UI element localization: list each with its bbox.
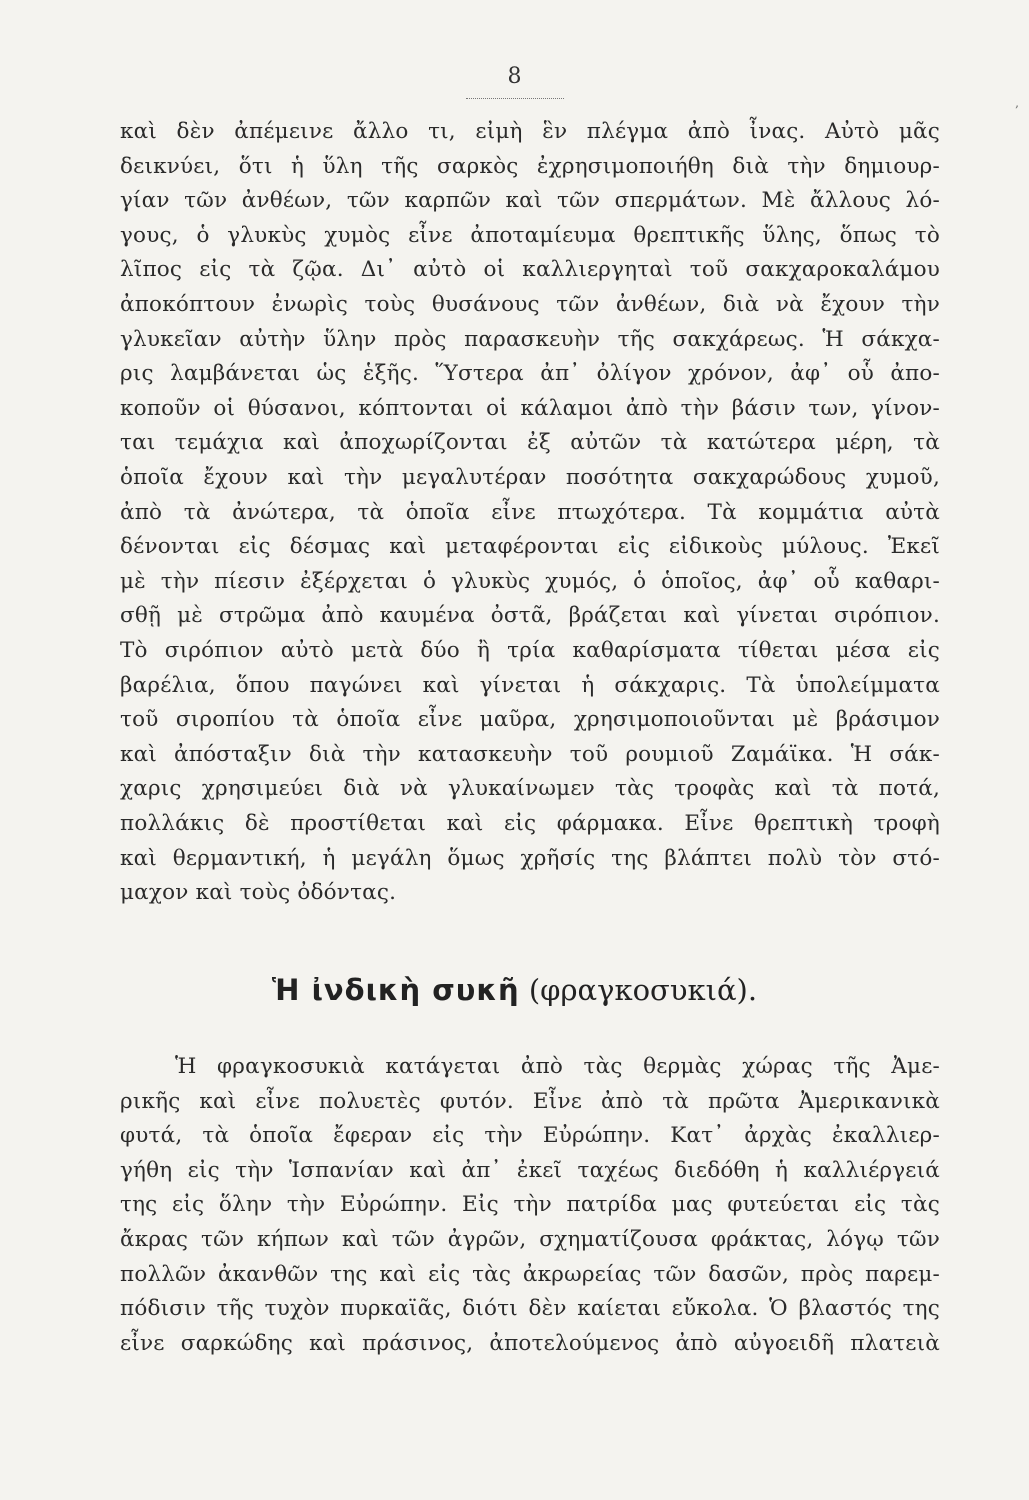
text-line: δεικνύει, ὅτι ἡ ὕλη τῆς σαρκὸς ἐχρησιμοποιήθη διὰ τὴν δημιουρ- — [120, 153, 940, 179]
page-number-rule — [466, 98, 564, 99]
text-line: καὶ θερμαντική, ἡ μεγάλη ὅμως χρῆσίς της βλάπτει πολὺ τὸν στό- — [120, 845, 940, 871]
text-line: ρικῆς καὶ εἶνε πολυετὲς φυτόν. Εἶνε ἀπὸ τὰ πρῶτα Ἀμερικανικὰ — [120, 1088, 940, 1114]
text-line: εἶνε σαρκώδης καὶ πράσινος, ἀποτελούμενος ἀπὸ αὐγοειδῆ πλατειὰ — [120, 1330, 940, 1356]
text-line: Τὸ σιρόπιον αὐτὸ μετὰ δύο ἢ τρία καθαρίσματα τίθεται μέσα εἰς — [120, 638, 940, 663]
text-line: πολλῶν ἀκανθῶν της καὶ εἰς τὰς ἀκρωρείας τῶν δασῶν, πρὸς παρεμ- — [120, 1261, 940, 1287]
margin-mark: , — [1015, 96, 1019, 110]
page-number: 8 — [507, 64, 522, 89]
text-line: λῖπος εἰς τὰ ζῷα. Δι᾿ αὐτὸ οἱ καλλιεργηταὶ τοῦ σακχαροκαλάμου — [120, 257, 940, 283]
text-line: Ἡ φραγκοσυκιὰ κατάγεται ἀπὸ τὰς θερμὰς χώρας τῆς Ἀμε- — [175, 1054, 940, 1079]
text-line: καὶ ἀπόσταξιν διὰ τὴν κατασκευὴν τοῦ ρουμιοῦ Ζαμάϊκα. Ἡ σάκ- — [120, 741, 940, 767]
text-line: γήθη εἰς τὴν Ἱσπανίαν καὶ ἀπ᾿ ἐκεῖ ταχέως διεδόθη ἡ καλλιέργειά — [120, 1157, 940, 1183]
text-line: δένονται εἰς δέσμας καὶ μεταφέρονται εἰς εἰδικοὺς μύλους. Ἐκεῖ — [120, 534, 940, 560]
text-line: ἄκρας τῶν κήπων καὶ τῶν ἀγρῶν, σχηματίζουσα φράκτας, λόγῳ τῶν — [120, 1227, 940, 1252]
text-line: σθῇ μὲ στρῶμα ἀπὸ καυμένα ὀστᾶ, βράζεται καὶ γίνεται σιρόπιον. — [120, 603, 940, 629]
text-line: πόδισιν τῆς τυχὸν πυρκαϊᾶς, διότι δὲν καίεται εὔκολα. Ὁ βλαστός της — [120, 1296, 940, 1322]
text-line: βαρέλια, ὅπου παγώνει καὶ γίνεται ἡ σάκχαρις. Τὰ ὑπολείμματα — [120, 672, 940, 698]
text-line: φυτά, τὰ ὁποῖα ἔφεραν εἰς τὴν Εὐρώπην. Κατ᾿ ἀρχὰς ἐκαλλιερ- — [120, 1123, 940, 1149]
text-line: καὶ δὲν ἀπέμεινε ἄλλο τι, εἰμὴ ἓν πλέγμα ἀπὸ ἶνας. Αὐτὸ μᾶς — [120, 119, 940, 144]
heading-subtitle: (φραγκοσυκιά). — [528, 973, 758, 1007]
heading-title: Ἡ ἰνδικὴ συκῆ — [271, 973, 520, 1007]
text-line: τοῦ σιροπίου τὰ ὁποῖα εἶνε μαῦρα, χρησιμοποιοῦνται μὲ βράσιμον — [120, 707, 940, 733]
text-line: κοποῦν οἱ θύσανοι, κόπτονται οἱ κάλαμοι ἀπὸ τὴν βάσιν των, γίνον- — [120, 395, 940, 421]
text-line: μαχον καὶ τοὺς ὀδόντας. — [120, 880, 397, 906]
text-line: πολλάκις δὲ προστίθεται καὶ εἰς φάρμακα. Εἶνε θρεπτικὴ τροφὴ — [120, 811, 940, 836]
text-line: γους, ὁ γλυκὺς χυμὸς εἶνε ἀποταμίευμα θρεπτικῆς ὕλης, ὅπως τὸ — [120, 222, 940, 248]
text-line: μὲ τὴν πίεσιν ἐξέρχεται ὁ γλυκὺς χυμός, ὁ ὁποῖος, ἀφ᾿ οὗ καθαρι- — [120, 568, 940, 594]
text-line: ρις λαμβάνεται ὡς ἑξῆς. Ὕστερα ἀπ᾿ ὀλίγον χρόνον, ἀφ᾿ οὗ ἀπο- — [120, 361, 940, 387]
text-line: της εἰς ὅλην τὴν Εὐρώπην. Εἰς τὴν πατρίδα μας φυτεύεται εἰς τὰς — [120, 1192, 940, 1218]
text-line: γίαν τῶν ἀνθέων, τῶν καρπῶν καὶ τῶν σπερμάτων. Μὲ ἄλλους λό- — [120, 188, 940, 214]
text-line: ἀπὸ τὰ ἀνώτερα, τὰ ὁποῖα εἶνε πτωχότερα. Τὰ κομμάτια αὐτὰ — [120, 499, 940, 525]
text-line: γλυκεῖαν αὐτὴν ὕλην πρὸς παρασκευὴν τῆς σακχάρεως. Ἡ σάκχα- — [120, 326, 940, 352]
section-heading — [0, 970, 1029, 1010]
text-line: ται τεμάχια καὶ ἀποχωρίζονται ἐξ αὐτῶν τὰ κατώτερα μέρη, τὰ — [120, 430, 940, 456]
text-line: ἀποκόπτουν ἐνωρὶς τοὺς θυσάνους τῶν ἀνθέων, διὰ νὰ ἔχουν τὴν — [120, 292, 940, 317]
text-line: ὁποῖα ἔχουν καὶ τὴν μεγαλυτέραν ποσότητα σακχαρώδους χυμοῦ, — [120, 465, 940, 490]
text-line: χαρις χρησιμεύει διὰ νὰ γλυκαίνωμεν τὰς τροφὰς καὶ τὰ ποτά, — [120, 776, 940, 802]
